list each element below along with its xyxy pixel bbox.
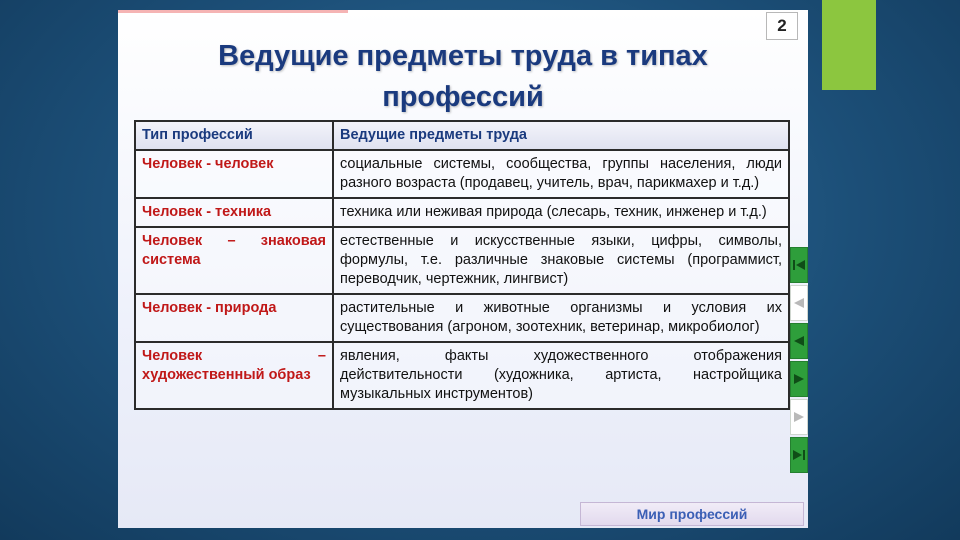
previous-slide-button[interactable] — [790, 285, 808, 321]
forward-button[interactable] — [790, 399, 808, 435]
profession-type-cell: Человек – знаковая система — [135, 227, 333, 294]
next-icon — [792, 372, 806, 386]
table-row — [135, 227, 789, 294]
decorative-line — [118, 10, 348, 13]
green-accent-bar — [822, 0, 876, 90]
table-row — [135, 150, 789, 198]
table-header-row — [135, 121, 789, 150]
subjects-cell: техника или неживая природа (слесарь, техник, инженер и т.д.) — [333, 198, 789, 227]
table-row — [135, 198, 789, 227]
slide — [118, 10, 808, 528]
prev-icon — [792, 296, 806, 310]
footer-label: Мир профессий — [580, 502, 804, 526]
profession-type-cell: Человек - природа — [135, 294, 333, 342]
back-button[interactable] — [790, 323, 808, 359]
table-row — [135, 294, 789, 342]
last-slide-icon — [792, 448, 806, 462]
subjects-cell: явления, факты художественного отображения действительности (художника, артиста, настройщика музыкальных инструментов) — [333, 342, 789, 409]
first-slide-button[interactable] — [790, 247, 808, 283]
next-slide-button[interactable] — [790, 361, 808, 397]
forward-icon — [792, 410, 806, 424]
slide-navigation — [790, 247, 808, 473]
column-header-subjects: Ведущие предметы труда — [333, 121, 789, 150]
slide-number: 2 — [766, 12, 798, 40]
profession-type-cell: Человек – художественный образ — [135, 342, 333, 409]
subjects-cell: социальные системы, сообщества, группы населения, люди разного возраста (продавец, учитель, врач, парикмахер и т.д.) — [333, 150, 789, 198]
subjects-cell: естественные и искусственные языки, цифры, символы, формулы, т.е. различные знаковые системы (программист, переводчик, чертежник, лингвист) — [333, 227, 789, 294]
subjects-cell: растительные и животные организмы и условия их существования (агроном, зоотехник, ветеринар, микробиолог) — [333, 294, 789, 342]
slide-title: Ведущие предметы труда в типах профессий — [218, 40, 708, 113]
column-header-type: Тип профессий — [135, 121, 333, 150]
profession-type-cell: Человек - человек — [135, 150, 333, 198]
profession-type-cell: Человек - техника — [135, 198, 333, 227]
first-slide-icon — [792, 258, 806, 272]
back-icon — [792, 334, 806, 348]
table-row — [135, 342, 789, 409]
professions-table — [134, 120, 790, 410]
last-slide-button[interactable] — [790, 437, 808, 473]
